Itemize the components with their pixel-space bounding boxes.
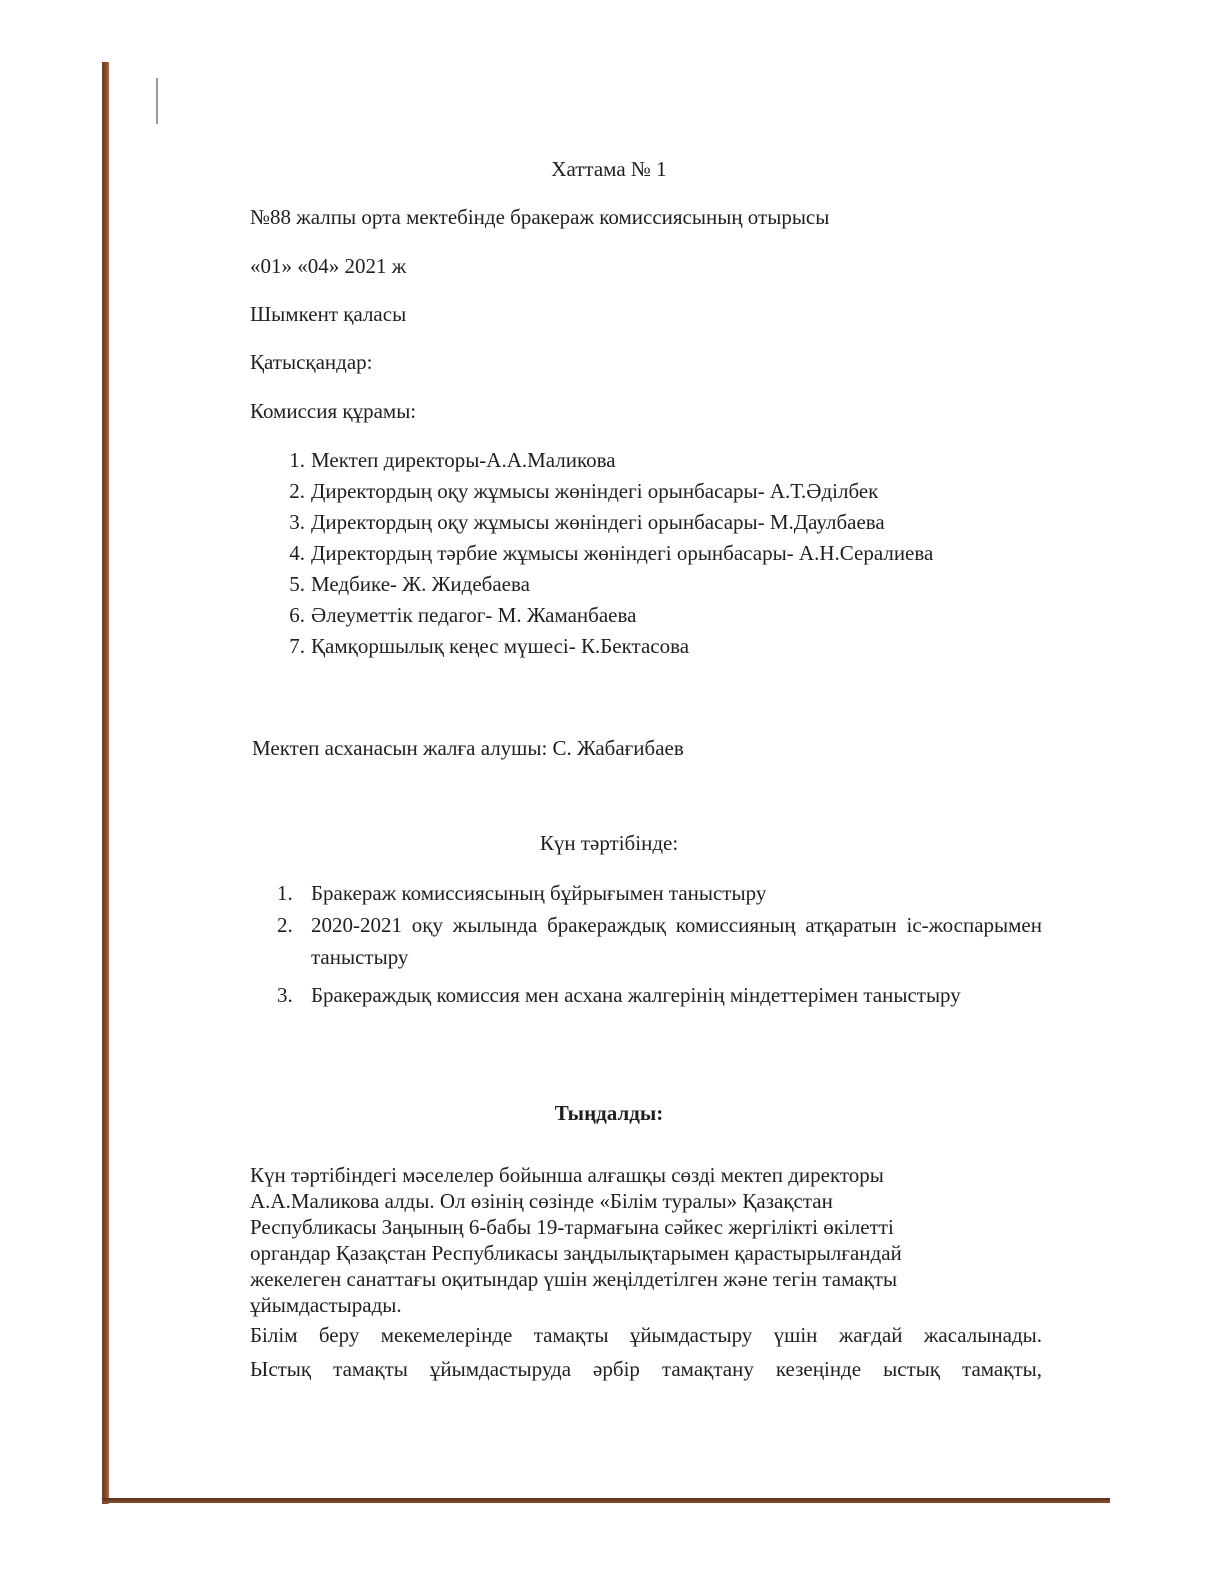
heard-paragraph-1 [250, 1162, 1010, 1318]
document-page [109, 62, 1109, 1498]
agenda-list [277, 877, 1042, 1011]
meeting-city: Шымкент қаласы [250, 302, 407, 326]
paragraph-line: А.А.Маликова алды. Ол өзінің сөзінде «Білім туралы» Қазақстан [250, 1189, 833, 1213]
paragraph-line: ұйымдастырады. [250, 1293, 402, 1317]
list-item: 2. Директордың оқу жұмысы жөніндегі орынбасары- А.Т.Әділбек [289, 479, 879, 503]
paragraph-line: Республикасы Заңының 6-бабы 19-тармағына сәйкес жергілікті өкілетті [250, 1215, 894, 1239]
list-item: 5. Медбике- Ж. Жидебаева [289, 572, 530, 596]
heard-paragraph-2 [250, 1318, 1042, 1386]
list-item: 4. Директордың тәрбие жұмысы жөніндегі орынбасары- А.Н.Сералиева [289, 541, 934, 565]
list-item: 1. Мектеп директоры-А.А.Маликова [289, 448, 616, 472]
paragraph-line: Күн тәртібіндегі мәселелер бойынша алғашқы сөзді мектеп директоры [250, 1163, 884, 1187]
list-item: 1. Бракераж комиссиясының бұйрығымен таныстыру [277, 881, 767, 905]
heard-section-title: Тыңдалды: [554, 1101, 664, 1125]
list-item: 3. Директордың оқу жұмысы жөніндегі орынбасары- М.Даулбаева [289, 510, 885, 534]
paragraph-line: Білім беру мекемелерінде тамақты ұйымдастыру үшін жағдай жасалынады. [250, 1323, 1042, 1347]
commission-label: Комиссия құрамы: [250, 399, 417, 423]
scan-mark [156, 78, 158, 124]
list-item: 6. Әлеуметтік педагог- М. Жаманбаева [289, 603, 637, 627]
paragraph-line: Ыстық тамақты ұйымдастыруда әрбір тамақтану кезеңінде ыстық тамақты, [250, 1357, 1042, 1381]
scan-page-edge-left [102, 62, 109, 1504]
meeting-heading: №88 жалпы орта мектебінде бракераж комиссиясының отырысы [250, 205, 830, 229]
meeting-date: «01» «04» 2021 ж [250, 254, 407, 278]
document-title: Хаттама № 1 [551, 157, 667, 181]
scan-page-edge-bottom [102, 1498, 1110, 1503]
list-item: 2. 2020-2021 оқу жылында бракераждық комиссияның атқаратын іс-жоспарымен таныстыру [277, 913, 1042, 969]
paragraph-line: органдар Қазақстан Республикасы заңдылықтарымен қарастырылғандай [250, 1241, 902, 1265]
list-item: 3. Бракераждық комиссия мен асхана жалгерінің міндеттерімен таныстыру [277, 983, 961, 1007]
paragraph-line: жекелеген санаттағы оқитындар үшін жеңілдетілген және тегін тамақты [250, 1267, 898, 1291]
commission-members-list [289, 448, 1071, 665]
agenda-title: Күн тәртібінде: [539, 831, 679, 855]
canteen-tenant-line: Мектеп асханасын жалға алушы: С. Жабағибаев [252, 736, 684, 760]
list-item: 7. Қамқоршылық кеңес мүшесі- К.Бектасова [289, 634, 690, 658]
attendees-label: Қатысқандар: [250, 350, 373, 374]
